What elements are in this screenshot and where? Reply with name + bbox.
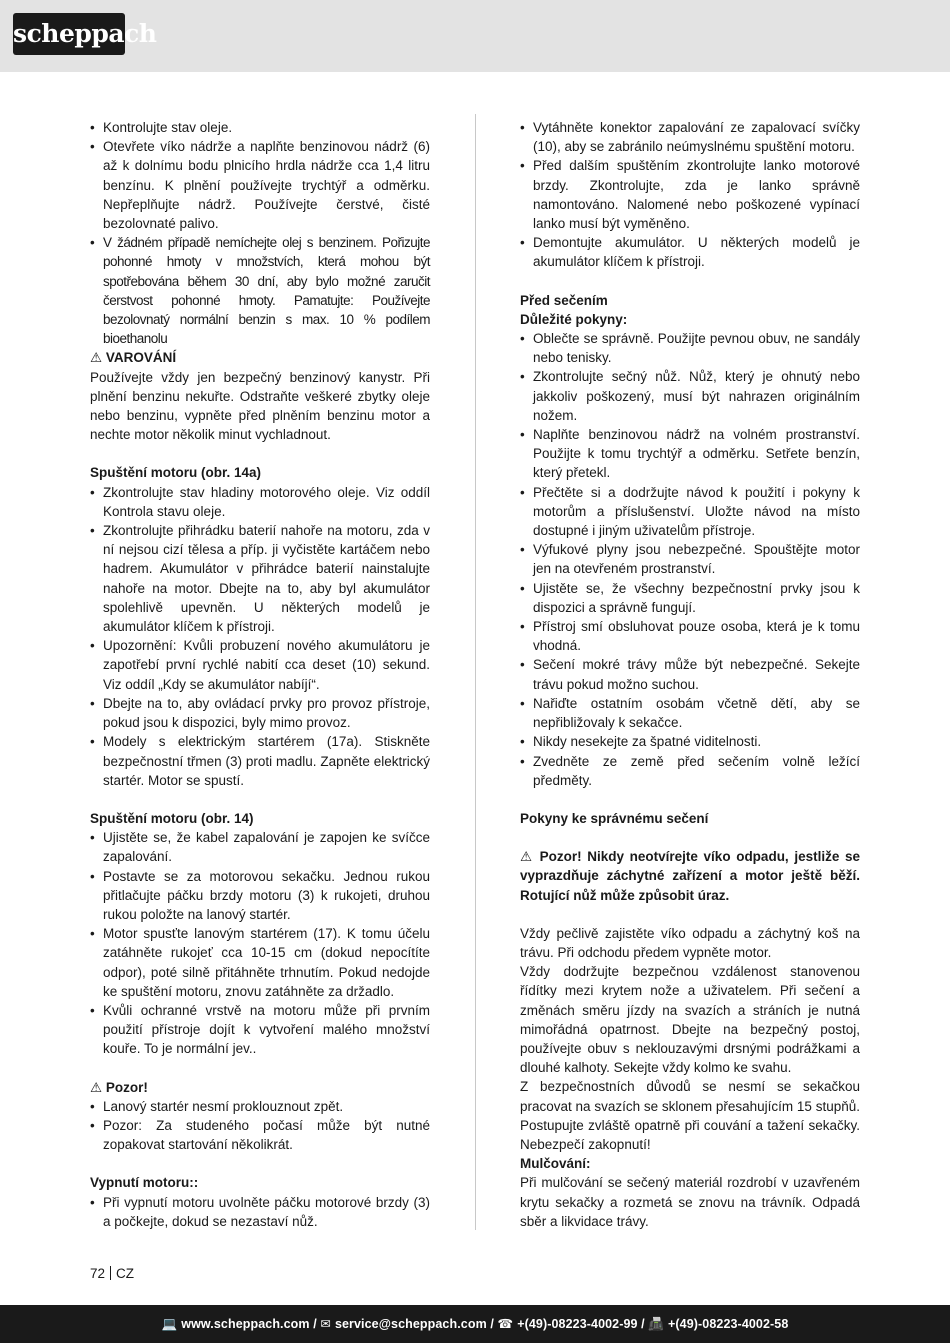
phone-icon: ☎ (497, 1317, 514, 1331)
column-divider (475, 114, 476, 1230)
scheppach-logo: scheppach (13, 13, 125, 55)
warning-triangle-icon: ⚠ (90, 350, 103, 366)
list-item: • Při vypnutí motoru uvolněte páčku motorové brzdy (3) a počkejte, dokud se nezastaví nůž. (90, 1193, 430, 1231)
section-heading-before-mowing: Před sečením (520, 292, 608, 308)
warning-triangle-icon: ⚠ (520, 849, 534, 865)
section-heading-mowing: Pokyny ke správnému sečení (520, 810, 709, 826)
caution-list (90, 1097, 430, 1155)
important-notes-heading: Důležité pokyny: (520, 311, 628, 327)
caution-heading (90, 1078, 430, 1097)
list-item: • Lanový startér nesmí proklouznout zpět. (90, 1097, 430, 1116)
list-item: • Dbejte na to, aby ovládací prvky pro provoz přístroje, pokud jsou k dispozici, byly mimo provoz. (90, 694, 430, 732)
email-icon: ✉ (320, 1317, 331, 1331)
list-item: • Ujistěte se, že kabel zapalování je zapojen ke svíčce zapalování. (90, 828, 430, 866)
warning-triangle-icon: ⚠ (90, 1079, 103, 1095)
paragraph: Vždy dodržujte bezpečnou vzdálenost stanovenou řídítky mezi krytem nože a uživatelem. Při sečení a změnách směru jízdy na svazích a stráních je nutná mimořádná opatrnost. Dbejte na bezpečný postoj, používejte obuv s neklouzavými drsnými podrážkami a dlouhé kalhoty. Sekejte vždy kolmo ke svahu. (520, 964, 860, 1076)
list-item: • Motor spusťte lanovým startérem (17). K tomu účelu zatáhněte rukojeť cca 10-15 cm (dokud nepocítíte odpor), poté silně přitáhněte trhnutím. Pokud nedojde ke spuštění motoru, znovu zatáhněte za držadlo. (90, 924, 430, 1001)
page-footer (0, 1305, 950, 1343)
fuel-bullet-list (90, 118, 430, 348)
warning-text: Používejte vždy jen bezpečný benzinový kanystr. Při plnění benzinu nekuřte. Odstraňte veškeré zbytky oleje nebo benzinu, vypněte před plněním benzinu motor a nechte motor několik minut vychladnout. (90, 369, 430, 443)
list-item: • Přístroj smí obsluhovat pouze osoba, která je k tomu vhodná. (520, 617, 860, 655)
page-number-label (90, 1264, 134, 1283)
list-item: • Postavte se za motorovou sekačku. Jednou rukou přitlačujte páčku brzdy motoru (3) k rukojeti, druhou rukou položte na lanový startér. (90, 867, 430, 925)
footer-fax: +(49)-08223-4002-58 (668, 1317, 789, 1331)
list-item: • Kontrolujte stav oleje. (90, 118, 430, 137)
left-column (90, 118, 430, 1231)
list-item: • Zkontrolujte přihrádku baterií nahoře na motoru, zda v ní nejsou cizí tělesa a příp. ji vyčistěte kartáčem nebo hadrem. Akumulátor v přihrádce baterií nainstalujte nahoře na motor. Dbejte na to, aby byl akumulátor spolehlivě upevněn. U některých modelů je akumulátor klíčem k přístroji. (90, 521, 430, 636)
stop-list (90, 1193, 430, 1231)
section-heading-start-14: Spuštění motoru (obr. 14) (90, 810, 254, 826)
list-item: • Modely s elektrickým startérem (17a). Stiskněte bezpečnostní třmen (3) proti madlu. Zapněte elektrický startér. Motor se spustí. (90, 732, 430, 790)
section-heading-start-14a: Spuštění motoru (obr. 14a) (90, 465, 262, 481)
fax-icon: 📠 (648, 1317, 664, 1331)
list-item: • Zkontrolujte stav hladiny motorového oleje. Viz oddíl Kontrola stavu oleje. (90, 483, 430, 521)
mulching-heading: Mulčování: (520, 1156, 591, 1172)
list-item: • Pozor: Za studeného počasí může být nutné zopakovat startování několikrát. (90, 1116, 430, 1154)
footer-website: www.scheppach.com / (181, 1317, 317, 1331)
page-header (0, 0, 950, 72)
mowing-warning (520, 847, 860, 905)
paragraph: Při mulčování se sečený materiál rozdrobí v uzavřeném krytu sekačky a rozmetá se znovu na trávník. Odpadá sběr a likvidace trávy. (520, 1175, 860, 1229)
list-item: • Oblečte se správně. Použijte pevnou obuv, ne sandály nebo tenisky. (520, 329, 860, 367)
start-14a-list (90, 483, 430, 790)
list-item: • Zvedněte ze země před sečením volně ležící předměty. (520, 752, 860, 790)
list-item: • Naplňte benzinovou nádrž na volném prostranství. Použijte k tomu trychtýř a odměrku. Setřete benzín, který přetekl. (520, 425, 860, 483)
footer-email: service@scheppach.com / (334, 1317, 494, 1331)
list-item: • Upozornění: Kvůli probuzení nového akumulátoru je zapotřebí první rychlé nabití cca deset (10) sekund. Viz oddíl „Kdy se akumulátor nabíjí“. (90, 636, 430, 694)
list-item: • Demontujte akumulátor. U některých modelů je akumulátor klíčem k přístroji. (520, 233, 860, 271)
list-item: • Ujistěte se, že všechny bezpečnostní prvky jsou k dispozici a správně fungují. (520, 579, 860, 617)
list-item: • Kvůli ochranné vrstvě na motoru může při prvním použití přístroje dojít k vytvoření malého množství kouře. To je normální jev.. (90, 1001, 430, 1059)
footer-phone: +(49)-08223-4002-99 / (517, 1317, 645, 1331)
list-item: • Zkontrolujte sečný nůž. Nůž, který je ohnutý nebo jakkoliv poškozený, musí být nahrazen originálním nožem. (520, 367, 860, 425)
paragraph: Vždy pečlivě zajistěte víko odpadu a záchytný koš na trávu. Při odchodu předem vypněte motor. (520, 925, 860, 960)
mowing-warning-text: Pozor! Nikdy neotvírejte víko odpadu, jestliže se vyprazdňuje záchytné zařízení a motor ještě běží. Rotující nůž může způsobit úraz. (520, 849, 860, 903)
computer-icon: 💻 (161, 1317, 178, 1331)
list-item: • Před dalším spuštěním zkontrolujte lanko motorové brzdy. Zkontrolujte, zda je lanko správně namontováno. Nalomené nebo poškozené vypínací lanko musí být vyměněno. (520, 156, 860, 233)
list-item: • Nikdy nesekejte za špatné viditelnosti. (520, 732, 860, 751)
warning-heading (90, 348, 430, 367)
list-item: • V žádném případě nemíchejte olej s benzinem. Pořizujte pohonné hmoty v množstvích, která mohou být spotřebována během 30 dní, aby bylo možné zaručit čerstvost pohonné hmoty. Pamatujte: Používejte bezolovnatý normální benzin s max. 10 % podílem bioethanolu (90, 233, 430, 348)
list-item: • Vytáhněte konektor zapalování ze zapalovací svíčky (10), aby se zabránilo neúmyslnému spuštění motoru. (520, 118, 860, 156)
warning-title: VAROVÁNÍ (105, 350, 177, 366)
section-heading-stop: Vypnutí motoru:: (90, 1175, 199, 1191)
list-item: • Sečení mokré trávy může být nebezpečné. Sekejte trávu pokud možno suchou. (520, 655, 860, 693)
language-code: CZ (116, 1266, 135, 1281)
start-14-list (90, 828, 430, 1058)
shutdown-list (520, 118, 860, 272)
before-mowing-list (520, 329, 860, 790)
caution-title: Pozor! (105, 1079, 148, 1095)
page-number: 72 (90, 1266, 106, 1281)
right-column (520, 118, 860, 1231)
list-item: • Nařiďte ostatním osobám včetně dětí, aby se nepřibližovaly k sekačce. (520, 694, 860, 732)
list-item: • Přečtěte si a dodržujte návod k použití i pokyny k motorům a příslušenství. Uložte návod na místo dostupné i jiným uživatelům přístroje. (520, 483, 860, 541)
list-item: • Otevřete víko nádrže a naplňte benzinovou nádrž (6) až k dolnímu bodu plnicího hrdla nádrže cca 1,4 litru benzínu. K plnění používejte trychtýř a odměrku. Nepřeplňujte nádrž. Používejte čerstvé, čisté bezolovnaté palivo. (90, 137, 430, 233)
list-item: • Výfukové plyny jsou nebezpečné. Spouštějte motor jen na otevřeném prostranství. (520, 540, 860, 578)
paragraph: Z bezpečnostních důvodů se nesmí se sekačkou pracovat na svazích se sklonem přesahujícím 15 stupňů. Postupujte zvláště opatrně při couvání a tažení sekačky. Nebezpečí zakopnutí! (520, 1079, 860, 1152)
